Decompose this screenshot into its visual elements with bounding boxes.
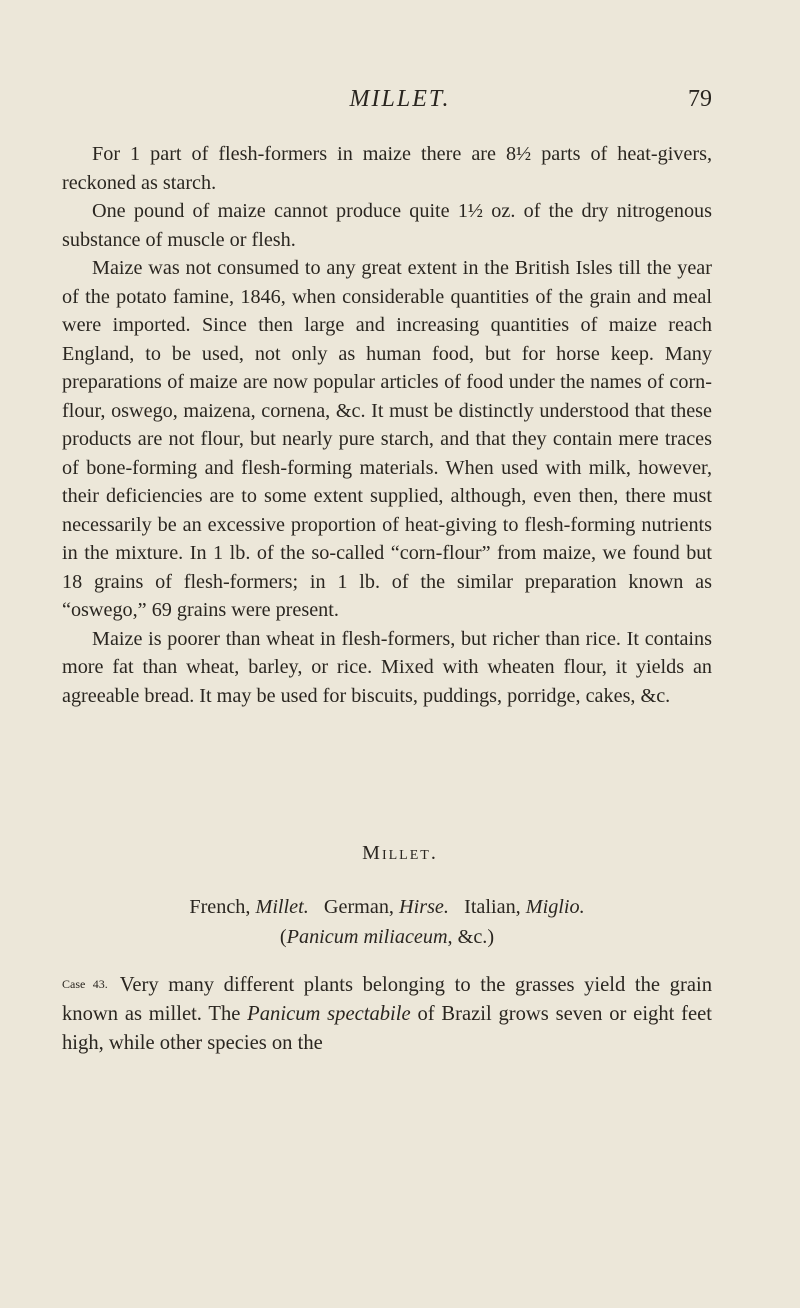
italian-name: Miglio.	[525, 896, 585, 918]
case-text-2: of Brazil grows seven or eight feet high, while other species on the	[62, 1003, 712, 1054]
paragraph-maize-comparison: Maize is poorer than wheat in flesh-formers, but richer than rice. It contains more fat than wheat, barley, or rice. Mixed with wheaten flour, it yields an agreeable bread. It may be used for biscuits, puddings, porridge, cakes, &c.	[62, 627, 712, 707]
french-label: French,	[189, 896, 251, 918]
latin-name-line	[62, 922, 712, 952]
german-name: Hirse.	[399, 896, 449, 918]
latin-open: (	[279, 926, 287, 948]
italian-label: Italian,	[464, 896, 521, 918]
case-text-1: Very many different plants belonging to the grasses yield the grain known as millet. The	[62, 974, 712, 1025]
case-paragraph	[62, 970, 712, 1058]
paragraph-maize-pound: One pound of maize cannot produce quite 1½ oz. of the dry nitrogenous substance of muscle or flesh.	[62, 200, 712, 251]
paragraph-maize-history: Maize was not consumed to any great extent in the British Isles till the year of the potato famine, 1846, when considerable quantities of the grain and meal were imported. Since then large and increasing quantities of maize reach England, to be used, not only as human food, but for horse keep. Many preparations of maize are now popular articles of food under the names of corn-flour, oswego, maizena, cornena, &c. It must be distinctly understood that these products are not flour, but nearly pure starch, and that they contain mere traces of bone-forming and flesh-forming materials. When used with milk, however, their deficiencies are to some extent supplied, although, even then, there must necessarily be an excessive proportion of heat-giving to flesh-forming nutrients in the mixture. In 1 lb. of the so-called “corn-flour” from maize, we found but 18 grains of flesh-formers; in 1 lb. of the similar preparation known as “oswego,” 69 grains were present.	[62, 257, 712, 621]
body-text	[62, 140, 712, 710]
language-names-line	[62, 892, 712, 922]
millet-names	[62, 892, 712, 952]
case-reference: Case 43.	[62, 977, 108, 991]
running-title: MILLET.	[349, 86, 451, 112]
latin-rest: , &c.)	[447, 926, 495, 948]
french-name: Millet.	[255, 896, 309, 918]
page-header	[0, 86, 800, 120]
species-name: Panicum spectabile	[247, 1003, 411, 1025]
latin-name: Panicum miliaceum	[286, 926, 448, 948]
paragraph-flesh-formers-ratio: For 1 part of flesh-formers in maize there are 8½ parts of heat-givers, reckoned as starch.	[62, 143, 712, 194]
page-number: 79	[688, 86, 712, 112]
german-label: German,	[323, 896, 394, 918]
section-title: Millet.	[362, 842, 438, 864]
